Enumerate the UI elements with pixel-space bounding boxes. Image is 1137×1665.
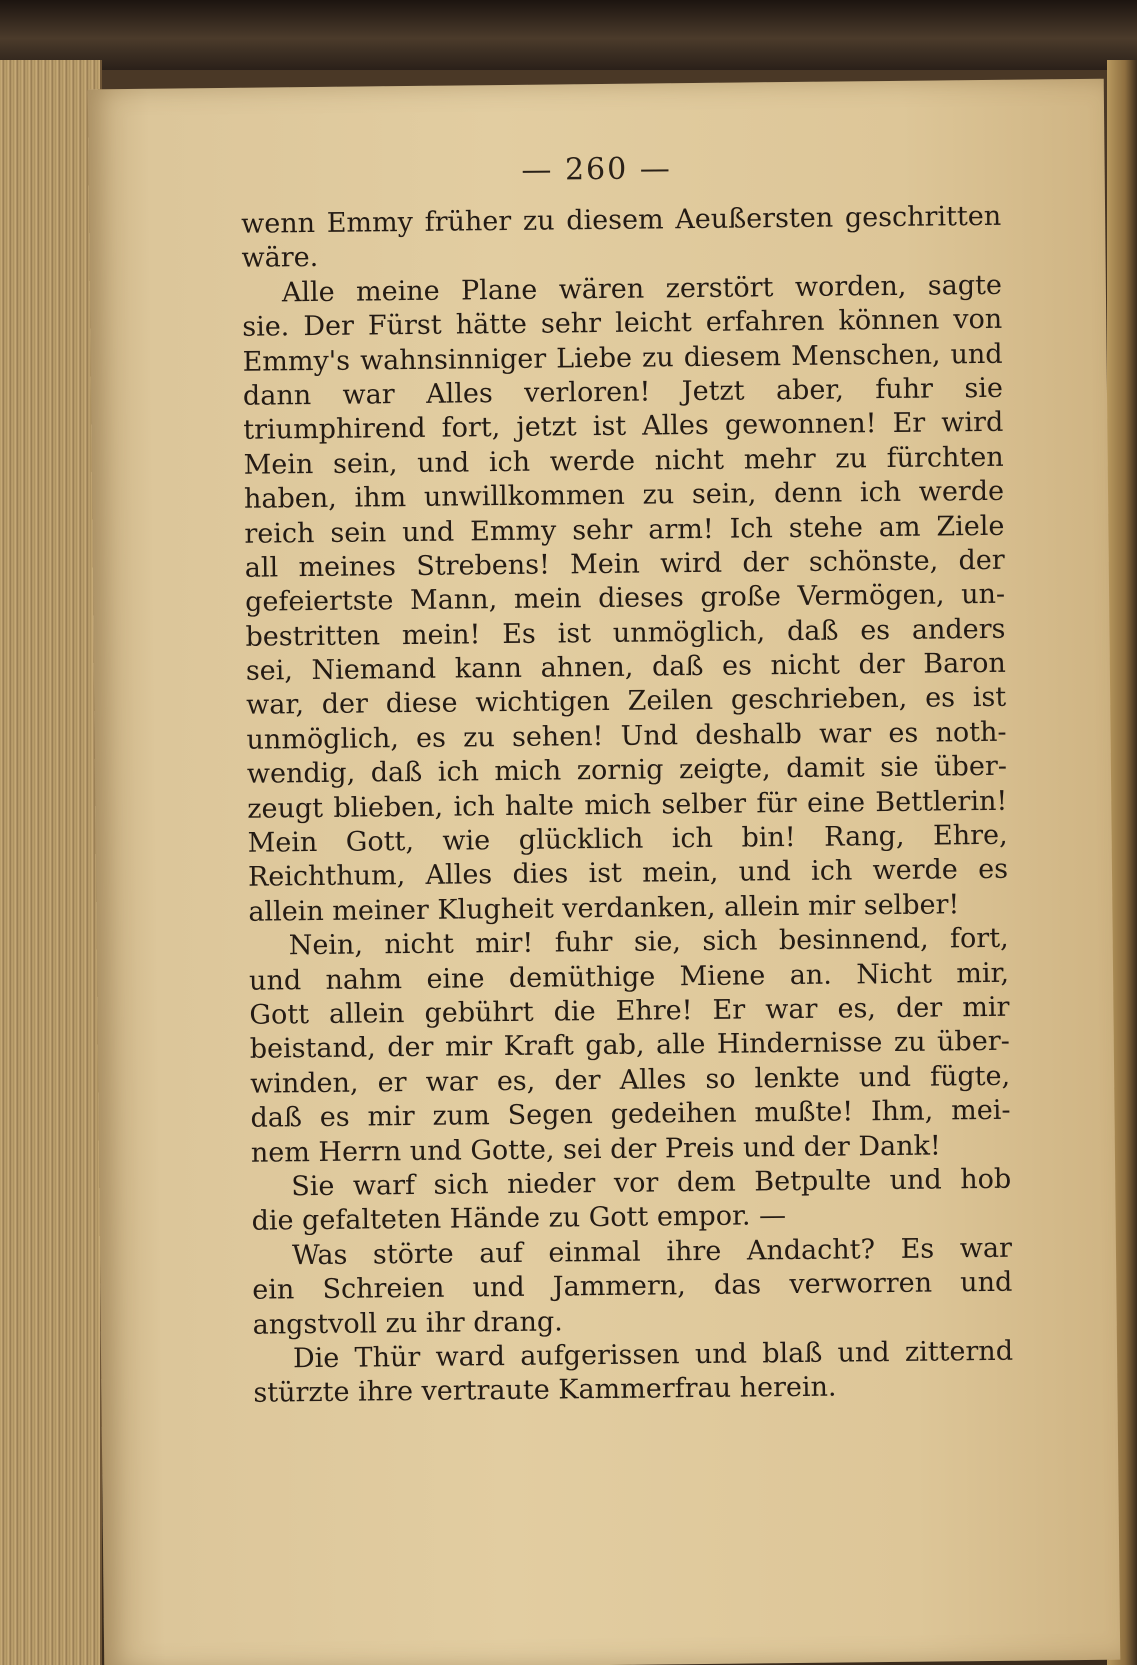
text-line: reich sein und Emmy sehr arm! Ich stehe am Ziele: [244, 510, 1005, 550]
text-line: Alle meine Plane wären zerstört worden, sagte: [281, 269, 1003, 309]
text-line: Mein sein, und ich werde nicht mehr zu fürchten: [243, 441, 1004, 481]
text-line: allein meiner Klugheit verdanken, allein mir selber!: [248, 889, 960, 928]
text-line: daß es mir zum Segen gedeihen mußte! Ihm, mei-: [250, 1094, 1011, 1134]
text-line: Reichthum, Alles dies ist mein, und ich werde es: [247, 854, 1009, 894]
text-line: Die Thür ward aufgerissen und blaß und zitternd: [292, 1335, 1014, 1375]
text-line: wenn Emmy früher zu diesem Aeußersten geschritten: [241, 200, 1002, 240]
text-line: sei, Niemand kann ahnen, daß es nicht der Baron: [245, 647, 1006, 687]
text-line: nem Herrn und Gotte, sei der Preis und der Dank!: [250, 1130, 941, 1169]
book-top-edge: [0, 0, 1137, 70]
text-line: zeugt blieben, ich halte mich selber für eine Bettlerin!: [247, 785, 1008, 825]
text-line: bestritten mein! Es ist unmöglich, daß es anders: [245, 613, 1006, 653]
text-line: die gefalteten Hände zu Gott empor. —: [251, 1200, 787, 1238]
text-line: triumphirend fort, jetzt ist Alles gewonnen! Er wird: [243, 407, 1004, 447]
text-line: beistand, der mir Kraft gab, alle Hindernisse zu über-: [249, 1026, 1010, 1066]
text-line: Gott allein gebührt die Ehre! Er war es, der mir: [249, 991, 1010, 1031]
text-line: unmöglich, es zu sehen! Und deshalb war es noth-: [246, 716, 1007, 756]
text-line: wendig, daß ich mich zornig zeigte, damit sie über-: [246, 751, 1008, 790]
text-line: Was störte auf einmal ihre Andacht? Es war: [291, 1232, 1013, 1272]
text-line: sie. Der Fürst hätte sehr leicht erfahren können von: [242, 303, 1003, 343]
page-stack-left: [0, 60, 102, 1665]
book-page: [88, 79, 1121, 1665]
text-line: wäre.: [241, 242, 319, 275]
text-line: haben, ihm unwillkommen zu sein, denn ich werde: [243, 475, 1005, 515]
text-line: all meines Strebens! Mein wird der schönste, der: [244, 544, 1005, 584]
text-line: und nahm eine demüthige Miene an. Nicht mir,: [248, 957, 1010, 997]
text-line: gefeiertste Mann, mein dieses große Vermögen, un-: [244, 579, 1006, 619]
body-text: [241, 200, 1014, 1412]
text-line: war, der diese wichtigen Zeilen geschrieben, es ist: [246, 682, 1007, 722]
text-line: dann war Alles verloren! Jetzt aber, fuhr sie: [242, 372, 1004, 412]
text-line: stürzte ihre vertraute Kammerfrau herein.: [253, 1371, 837, 1409]
text-line: Mein Gott, wie glücklich ich bin! Rang, Ehre,: [247, 819, 1008, 859]
text-line: Nein, nicht mir! fuhr sie, sich besinnend, fort,: [288, 922, 1009, 962]
text-line: ein Schreien und Jammern, das verworren und: [252, 1266, 1013, 1306]
text-line: winden, er war es, der Alles so lenkte und fügte,: [250, 1060, 1011, 1100]
page-number: — 260 —: [521, 151, 672, 188]
text-line: Emmy's wahnsinniger Liebe zu diesem Menschen, und: [242, 338, 1003, 378]
text-line: Sie warf sich nieder vor dem Betpulte und hob: [291, 1163, 1012, 1203]
text-line: angstvoll zu ihr drang.: [252, 1305, 563, 1341]
